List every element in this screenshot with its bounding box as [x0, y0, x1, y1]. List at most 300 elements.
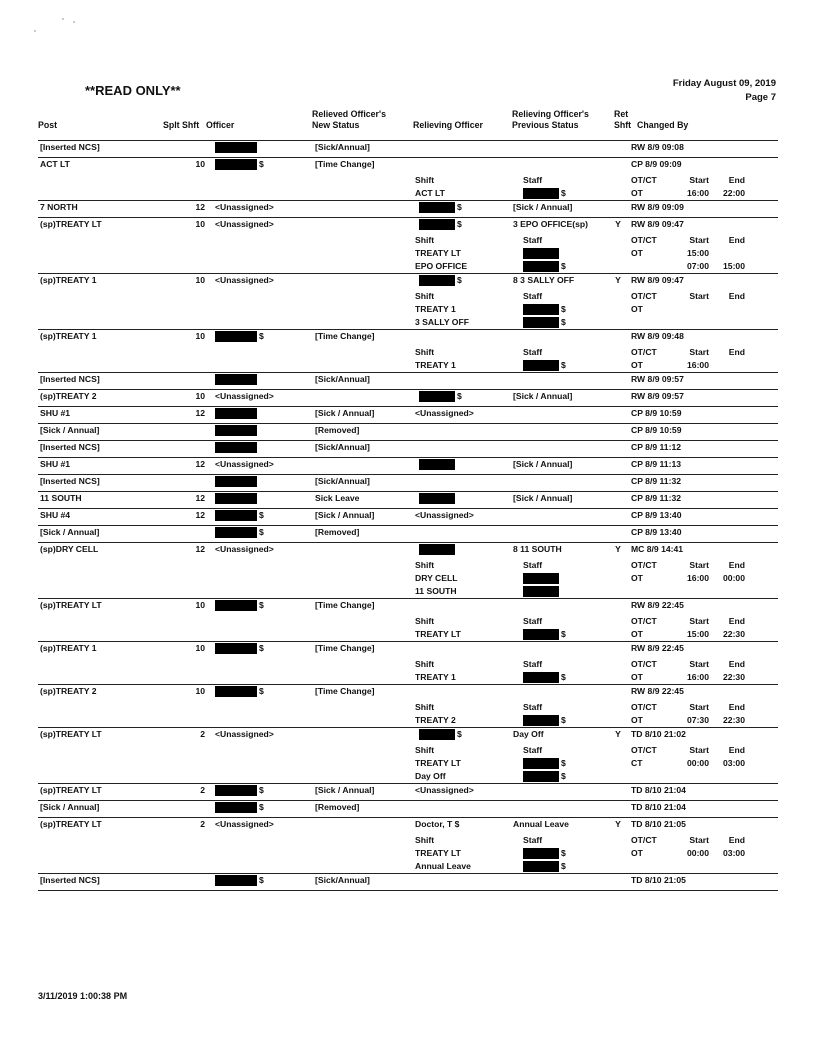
empty-cell: [313, 559, 413, 572]
shift-cell: 12: [195, 459, 205, 469]
detail-row: [38, 359, 778, 373]
detail-shift-cell: Shift: [415, 835, 435, 845]
dollar-marker: $: [457, 275, 462, 285]
detail-times-cell: [629, 234, 778, 247]
empty-cell: [313, 834, 413, 847]
shift-cell: 10: [195, 159, 205, 169]
detail-row: [38, 290, 778, 303]
officer-cell: [213, 801, 313, 818]
table-row: [38, 158, 778, 175]
officer-cell: [213, 509, 313, 526]
shift-cell: 10: [195, 643, 205, 653]
new-status-cell: [Time Change]: [315, 331, 375, 341]
ret-shift-cell: [607, 158, 629, 175]
changed-by-cell: RW 8/9 09:48: [631, 331, 684, 341]
previous-status-cell: [511, 874, 607, 891]
detail-row: [38, 187, 778, 201]
empty-cell: [38, 359, 156, 373]
post-cell: [Sick / Annual]: [40, 527, 100, 537]
empty-cell: [607, 346, 629, 359]
empty-cell: [607, 658, 629, 671]
empty-cell: [607, 359, 629, 373]
empty-cell: [607, 701, 629, 714]
empty-cell: [156, 572, 213, 585]
empty-cell: [607, 303, 629, 316]
empty-cell: [607, 174, 629, 187]
start-value: Start: [689, 616, 709, 626]
detail-staff-cell: [511, 316, 607, 330]
empty-cell: [38, 303, 156, 316]
changed-by-cell: MC 8/9 14:41: [631, 544, 684, 554]
detail-shift-cell: 3 SALLY OFF: [415, 317, 469, 327]
empty-cell: [156, 658, 213, 671]
empty-cell: [38, 701, 156, 714]
detail-staff-cell: [511, 770, 607, 784]
table-row: [38, 784, 778, 801]
empty-cell: [156, 346, 213, 359]
detail-staff-cell: [511, 757, 607, 770]
col-officer: Officer: [206, 120, 235, 130]
table-row: [38, 274, 778, 291]
dollar-marker: $: [259, 600, 264, 610]
end-value: 22:30: [723, 629, 745, 639]
previous-status-cell: [511, 424, 607, 441]
empty-cell: [156, 701, 213, 714]
changed-by-cell: RW 8/9 09:57: [631, 391, 684, 401]
shift-cell: 12: [195, 202, 205, 212]
detail-times-cell: [629, 174, 778, 187]
detail-staff-cell: Staff: [523, 347, 543, 357]
new-status-cell: [313, 274, 413, 291]
empty-cell: [38, 187, 156, 201]
previous-status-cell: [511, 685, 607, 702]
empty-cell: [607, 615, 629, 628]
relieving-officer-cell: [413, 728, 511, 745]
post-cell: ACT LT: [40, 159, 70, 169]
end-value: End: [728, 347, 745, 357]
detail-staff-cell: Staff: [523, 745, 543, 755]
end-value: End: [728, 560, 745, 570]
end-value: 15:00: [723, 261, 745, 271]
officer-cell: [213, 492, 313, 509]
detail-times-cell: [629, 834, 778, 847]
empty-cell: [313, 671, 413, 685]
previous-status-cell: [511, 330, 607, 347]
dollar-marker: $: [561, 304, 566, 314]
detail-times-cell: [629, 572, 778, 585]
otct-value: OT/CT: [631, 659, 657, 669]
relieving-officer-cell: [413, 441, 511, 458]
redaction-box: [523, 848, 559, 859]
scan-speck: [34, 30, 36, 32]
post-cell: SHU #1: [40, 408, 71, 418]
empty-cell: [38, 891, 778, 892]
start-value: 15:00: [687, 248, 709, 258]
redaction-box: [523, 248, 559, 259]
empty-cell: [156, 260, 213, 274]
empty-cell: [213, 290, 313, 303]
empty-cell: [156, 847, 213, 860]
shift-cell: [156, 441, 213, 458]
ret-shift-cell: [607, 201, 629, 218]
otct-value: OT/CT: [631, 616, 657, 626]
empty-cell: [38, 757, 156, 770]
changed-by-cell: CP 8/9 10:59: [631, 408, 682, 418]
scan-speck: [73, 21, 75, 23]
empty-cell: [313, 701, 413, 714]
dollar-marker: $: [561, 672, 566, 682]
empty-cell: [38, 234, 156, 247]
detail-shift-cell: TREATY 1: [415, 304, 456, 314]
officer-cell: [213, 599, 313, 616]
table-row: [38, 141, 778, 158]
ret-shift-cell: [607, 390, 629, 407]
end-value: End: [728, 616, 745, 626]
start-value: 16:00: [687, 573, 709, 583]
otct-value: OT: [631, 573, 643, 583]
detail-staff-cell: [511, 187, 607, 201]
empty-cell: [213, 671, 313, 685]
new-status-cell: [313, 728, 413, 745]
redaction-box: [215, 875, 257, 886]
shift-cell: [156, 526, 213, 543]
end-value: 00:00: [723, 573, 745, 583]
redaction-box: [215, 600, 257, 611]
previous-status-cell: [511, 373, 607, 390]
officer-cell: [213, 874, 313, 891]
empty-cell: [313, 303, 413, 316]
start-value: 15:00: [687, 629, 709, 639]
relieving-officer-cell: [413, 458, 511, 475]
redaction-box: [523, 317, 559, 328]
redaction-box: [523, 573, 559, 584]
relieving-officer-cell: <Unassigned>: [415, 408, 474, 418]
empty-cell: [213, 847, 313, 860]
dollar-marker: $: [259, 643, 264, 653]
redaction-box: [215, 331, 257, 342]
redaction-box: [523, 715, 559, 726]
empty-cell: [313, 770, 413, 784]
empty-cell: [213, 860, 313, 874]
detail-row: [38, 860, 778, 874]
empty-cell: [607, 628, 629, 642]
detail-staff-cell: Staff: [523, 616, 543, 626]
otct-value: OT/CT: [631, 175, 657, 185]
detail-row: [38, 701, 778, 714]
ret-shift-cell: [607, 424, 629, 441]
table-row: [38, 492, 778, 509]
new-status-cell: [Sick/Annual]: [315, 374, 370, 384]
empty-cell: [313, 847, 413, 860]
detail-row: [38, 316, 778, 330]
relieving-officer-cell: [413, 526, 511, 543]
redaction-box: [215, 527, 257, 538]
detail-row: [38, 847, 778, 860]
dollar-marker: $: [259, 331, 264, 341]
redaction-box: [215, 142, 257, 153]
empty-cell: [607, 847, 629, 860]
ret-shift-cell: Y: [615, 219, 621, 229]
empty-cell: [38, 658, 156, 671]
empty-cell: [38, 628, 156, 642]
detail-times-cell: [629, 316, 778, 330]
relieving-officer-cell: <Unassigned>: [415, 785, 474, 795]
officer-cell: [213, 330, 313, 347]
changed-by-cell: TD 8/10 21:05: [631, 875, 686, 885]
empty-cell: [38, 671, 156, 685]
previous-status-cell: [511, 801, 607, 818]
new-status-cell: [Sick/Annual]: [315, 476, 370, 486]
post-cell: 7 NORTH: [40, 202, 78, 212]
post-cell: (sp)TREATY LT: [40, 600, 102, 610]
end-value: End: [728, 291, 745, 301]
changed-by-cell: CP 8/9 11:32: [631, 476, 682, 486]
table-row: [38, 218, 778, 235]
detail-staff-cell: [511, 247, 607, 260]
new-status-cell: [313, 543, 413, 560]
detail-times-cell: [629, 260, 778, 274]
detail-times-cell: [629, 247, 778, 260]
detail-shift-cell: TREATY LT: [415, 629, 461, 639]
empty-cell: [213, 628, 313, 642]
empty-cell: [607, 860, 629, 874]
shift-cell: 10: [195, 686, 205, 696]
new-status-cell: [Sick/Annual]: [315, 875, 370, 885]
end-value: End: [728, 175, 745, 185]
otct-value: OT: [631, 188, 643, 198]
detail-times-cell: [629, 346, 778, 359]
changed-by-cell: CP 8/9 11:13: [631, 459, 682, 469]
end-value: 03:00: [723, 758, 745, 768]
officer-cell: [213, 784, 313, 801]
ret-shift-cell: Y: [615, 275, 621, 285]
dollar-marker: $: [561, 360, 566, 370]
changed-by-cell: TD 8/10 21:05: [631, 819, 686, 829]
empty-cell: [38, 744, 156, 757]
otct-value: OT/CT: [631, 347, 657, 357]
empty-cell: [313, 757, 413, 770]
col-ret-line2: Shft: [614, 120, 632, 130]
redaction-box: [523, 304, 559, 315]
empty-cell: [156, 290, 213, 303]
detail-row: [38, 559, 778, 572]
table-row: [38, 424, 778, 441]
col-relieving-prev-line2: Previous Status: [512, 120, 579, 130]
ret-shift-cell: [607, 599, 629, 616]
empty-cell: [313, 187, 413, 201]
previous-status-cell: [511, 509, 607, 526]
redaction-box: [215, 686, 257, 697]
otct-value: CT: [631, 758, 643, 768]
detail-shift-cell: Annual Leave: [415, 861, 471, 871]
redaction-box: [523, 586, 559, 597]
detail-times-cell: [629, 770, 778, 784]
detail-staff-cell: [511, 303, 607, 316]
col-splt-shft: Splt Shft: [163, 120, 200, 130]
table-row: [38, 599, 778, 616]
detail-times-cell: [629, 744, 778, 757]
ret-shift-cell: [607, 526, 629, 543]
empty-cell: [156, 247, 213, 260]
new-status-cell: [313, 390, 413, 407]
empty-cell: [213, 174, 313, 187]
changed-by-cell: TD 8/10 21:04: [631, 802, 686, 812]
detail-row: [38, 260, 778, 274]
redaction-box: [523, 629, 559, 640]
changed-by-cell: CP 8/9 11:12: [631, 442, 682, 452]
otct-value: OT: [631, 848, 643, 858]
previous-status-cell: [511, 642, 607, 659]
empty-cell: [156, 234, 213, 247]
shift-cell: [156, 874, 213, 891]
column-header-row: [0, 109, 816, 139]
empty-cell: [38, 585, 156, 599]
empty-cell: [313, 615, 413, 628]
shift-cell: 2: [200, 729, 205, 739]
detail-row: [38, 247, 778, 260]
empty-cell: [38, 847, 156, 860]
otct-value: OT: [631, 715, 643, 725]
shift-cell: 10: [195, 219, 205, 229]
empty-cell: [38, 174, 156, 187]
detail-staff-cell: Staff: [523, 659, 543, 669]
relieving-officer-cell: [413, 158, 511, 175]
empty-cell: [213, 260, 313, 274]
ret-shift-cell: [607, 458, 629, 475]
detail-shift-cell: Shift: [415, 175, 435, 185]
redaction-box: [419, 202, 455, 213]
detail-times-cell: [629, 187, 778, 201]
empty-cell: [607, 671, 629, 685]
officer-cell: <Unassigned>: [215, 391, 274, 401]
start-value: Start: [689, 659, 709, 669]
otct-value: OT: [631, 629, 643, 639]
ret-shift-cell: [607, 141, 629, 158]
officer-cell: <Unassigned>: [215, 275, 274, 285]
relieving-officer-cell: [413, 475, 511, 492]
detail-shift-cell: TREATY LT: [415, 248, 461, 258]
empty-cell: [313, 359, 413, 373]
page-number: Page 7: [745, 92, 776, 103]
post-cell: SHU #4: [40, 510, 71, 520]
shift-cell: [156, 141, 213, 158]
empty-cell: [38, 346, 156, 359]
new-status-cell: Sick Leave: [315, 493, 360, 503]
new-status-cell: [313, 818, 413, 835]
redaction-box: [523, 861, 559, 872]
detail-times-cell: [629, 359, 778, 373]
detail-shift-cell: Shift: [415, 347, 435, 357]
dollar-marker: $: [259, 159, 264, 169]
dollar-marker: $: [457, 729, 462, 739]
redaction-box: [523, 261, 559, 272]
empty-cell: [156, 187, 213, 201]
empty-cell: [156, 615, 213, 628]
otct-value: OT/CT: [631, 835, 657, 845]
empty-cell: [607, 559, 629, 572]
previous-status-cell: [Sick / Annual]: [513, 391, 573, 401]
empty-cell: [156, 860, 213, 874]
empty-cell: [313, 346, 413, 359]
empty-cell: [156, 585, 213, 599]
empty-cell: [213, 757, 313, 770]
new-status-cell: [313, 458, 413, 475]
relieving-officer-cell: [413, 141, 511, 158]
relieving-officer-cell: [413, 390, 511, 407]
shift-cell: [156, 424, 213, 441]
changed-by-cell: RW 8/9 22:45: [631, 643, 684, 653]
dollar-marker: $: [561, 629, 566, 639]
start-value: Start: [689, 702, 709, 712]
empty-cell: [313, 316, 413, 330]
detail-times-cell: [629, 860, 778, 874]
start-value: Start: [689, 835, 709, 845]
post-cell: [Sick / Annual]: [40, 425, 100, 435]
detail-shift-cell: EPO OFFICE: [415, 261, 468, 271]
empty-cell: [38, 260, 156, 274]
col-ret-line1: Ret: [614, 109, 629, 119]
start-value: 16:00: [687, 360, 709, 370]
previous-status-cell: 3 EPO OFFICE(sp): [513, 219, 588, 229]
relieving-officer-cell: [413, 492, 511, 509]
detail-times-cell: [629, 847, 778, 860]
empty-cell: [213, 701, 313, 714]
relieving-officer-cell: Doctor, T $: [415, 819, 460, 829]
officer-cell: <Unassigned>: [215, 819, 274, 829]
shift-cell: [156, 373, 213, 390]
start-value: 16:00: [687, 188, 709, 198]
dollar-marker: $: [561, 771, 566, 781]
redaction-box: [215, 159, 257, 170]
detail-times-cell: [629, 290, 778, 303]
redaction-box: [419, 219, 455, 230]
empty-cell: [213, 744, 313, 757]
redaction-box: [523, 188, 559, 199]
end-value: 22:30: [723, 715, 745, 725]
end-value: End: [728, 235, 745, 245]
changed-by-cell: CP 8/9 13:40: [631, 527, 682, 537]
col-post: Post: [38, 120, 58, 130]
empty-cell: [156, 834, 213, 847]
otct-value: OT/CT: [631, 702, 657, 712]
relieving-officer-cell: [413, 599, 511, 616]
detail-row: [38, 834, 778, 847]
redaction-box: [215, 476, 257, 487]
empty-cell: [213, 559, 313, 572]
detail-staff-cell: [511, 847, 607, 860]
otct-value: OT: [631, 672, 643, 682]
officer-cell: [213, 441, 313, 458]
dollar-marker: $: [561, 188, 566, 198]
empty-cell: [607, 744, 629, 757]
empty-cell: [156, 714, 213, 728]
shift-cell: 12: [195, 510, 205, 520]
post-cell: 11 SOUTH: [40, 493, 82, 503]
end-value: End: [728, 659, 745, 669]
relieving-officer-cell: [413, 874, 511, 891]
new-status-cell: [Sick / Annual]: [315, 785, 375, 795]
redaction-box: [419, 493, 455, 504]
empty-cell: [213, 585, 313, 599]
relieving-officer-cell: [413, 218, 511, 235]
dollar-marker: $: [259, 802, 264, 812]
start-value: Start: [689, 235, 709, 245]
redaction-box: [419, 459, 455, 470]
empty-cell: [156, 671, 213, 685]
redaction-box: [215, 802, 257, 813]
empty-cell: [313, 860, 413, 874]
otct-value: OT/CT: [631, 745, 657, 755]
